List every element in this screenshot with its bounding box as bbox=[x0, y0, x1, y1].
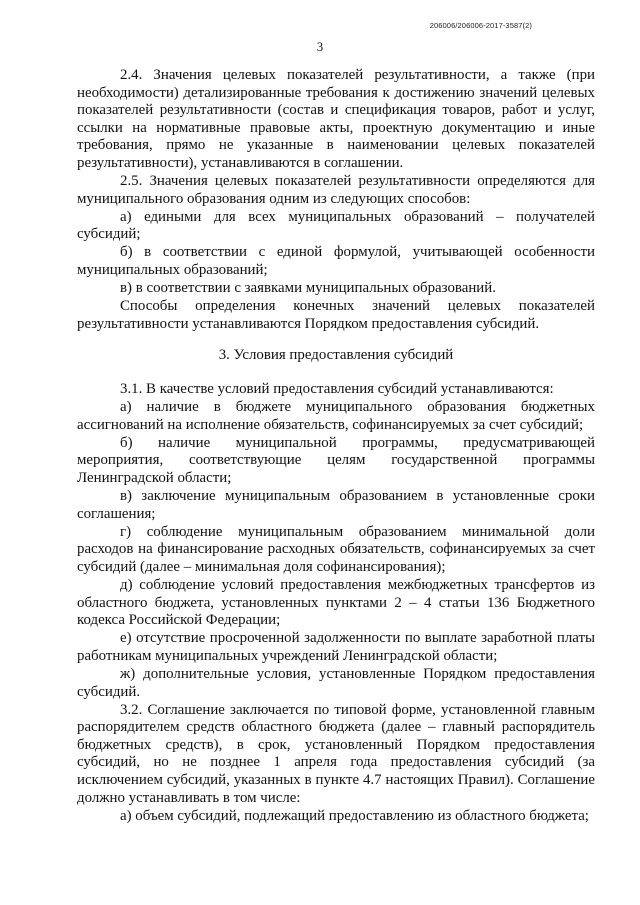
section-title: 3. Условия предоставления субсидий bbox=[218, 347, 454, 364]
paragraph-methods: Способы определения конечных значений целевых показателей результативности устанавливаются Порядком предоставления субсидий. bbox=[77, 298, 595, 332]
paragraph-3-1-d: д) соблюдение условий предоставления межбюджетных трансфертов из областного бюджета, установленных пунктами 2 – 4 статьи 136 Бюджетного кодекса Российской Федерации; bbox=[77, 577, 595, 629]
paragraph-2-5: 2.5. Значения целевых показателей результативности определяются для муниципального образования одним из следующих способов: bbox=[77, 173, 595, 207]
paragraph-3-1-e: е) отсутствие просроченной задолженности по выплате заработной платы работникам муниципальных учреждений Ленинградской области; bbox=[77, 630, 595, 664]
paragraph-3-1: 3.1. В качестве условий предоставления субсидий устанавливаются: bbox=[120, 381, 554, 397]
paragraph-2-4: 2.4. Значения целевых показателей результативности, а также (при необходимости) детализированные требования к достижению значений целевых показателей результативности (состав и спецификация товаров, работ и услуг, ссылки на нормативные правовые акты, проектную документацию и иные требования, прямо не указанные в наименовании целевых показателей результативности), устанавливаются в соглашении. bbox=[77, 67, 595, 171]
document-body bbox=[77, 67, 595, 825]
paragraph-3-1-b: б) наличие муниципальной программы, предусматривающей мероприятия, соответствующие целям государственной программы Ленинградской области; bbox=[77, 434, 595, 486]
paragraph-3-1-a: а) наличие в бюджете муниципального образования бюджетных ассигнований на исполнение обязательств, софинансируемых за счет субсидий; bbox=[77, 399, 595, 433]
paragraph-3-2: 3.2. Соглашение заключается по типовой форме, установленной главным распорядителем средств областного бюджета (далее – главный распорядитель бюджетных средств), в срок, установленный Порядком предоставления субсидий, но не позднее 1 апреля года предоставления субсидий (за исключением субсидий, указанных в пункте 4.7 настоящих Правил). Соглашение должно устанавливать в том числе: bbox=[77, 701, 595, 806]
paragraph-2-5-b: б) в соответствии с единой формулой, учитывающей особенности муниципальных образований; bbox=[77, 244, 595, 279]
paragraph-3-2-a: а) объем субсидий, подлежащий предоставлению из областного бюджета; bbox=[120, 807, 589, 824]
paragraph-3-1-g: г) соблюдение муниципальным образованием минимальной доли расходов на финансирование расходных обязательств, софинансируемых за счет субсидий (далее – минимальная доля софинансирования); bbox=[77, 523, 595, 575]
paragraph-2-5-a: а) едиными для всех муниципальных образований – получателей субсидий; bbox=[77, 208, 595, 243]
document-id: 206006/206006-2017-3587(2) bbox=[429, 21, 532, 30]
paragraph-2-5-v: в) в соответствии с заявками муниципальных образований. bbox=[120, 280, 496, 297]
paragraph-3-1-v: в) заключение муниципальным образованием в установленные сроки соглашения; bbox=[77, 488, 595, 522]
paragraph-3-1-zh: ж) дополнительные условия, установленные Порядком предоставления субсидий. bbox=[77, 666, 595, 700]
page-number: 3 bbox=[316, 40, 324, 54]
